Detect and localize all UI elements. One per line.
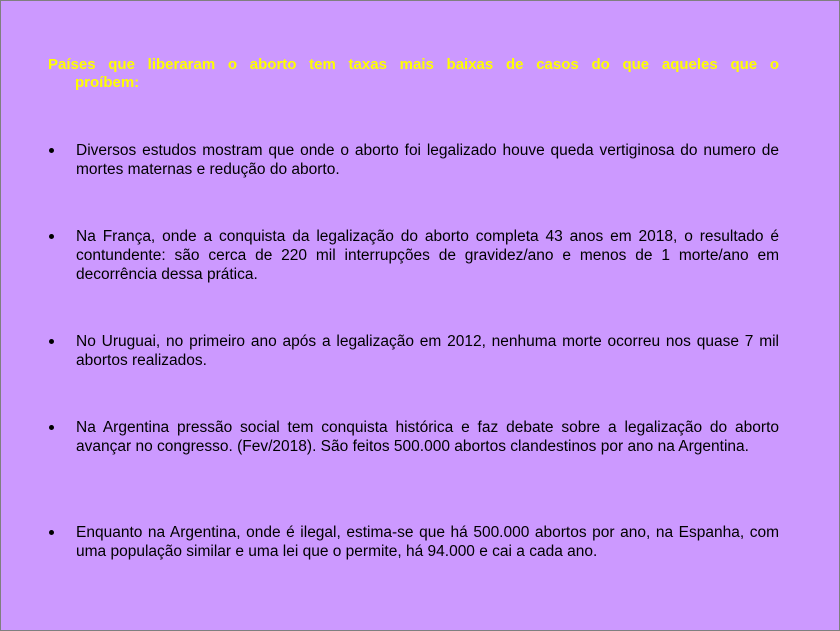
bullet-dot-icon — [49, 530, 54, 535]
bullet-dot-icon — [49, 234, 54, 239]
bullet-text: Na França, onde a conquista da legalização do aborto completa 43 anos em 2018, o resultado é contundente: são cerca de 220 mil interrupções de gravidez/ano e menos de 1 morte/ano em decorrência dessa prática. — [76, 228, 779, 283]
bullet-dot-icon — [49, 339, 54, 344]
bullet-item — [48, 418, 779, 456]
bullet-item — [48, 332, 779, 370]
bullet-item — [48, 523, 779, 561]
bullet-item — [48, 141, 779, 179]
bullet-text: Enquanto na Argentina, onde é ilegal, estima-se que há 500.000 abortos por ano, na Espanha, com uma população similar e uma lei que o permite, há 94.000 e cai a cada ano. — [76, 524, 779, 560]
bullet-text: Na Argentina pressão social tem conquista histórica e faz debate sobre a legalização do aborto avançar no congresso. (Fev/2018). São feitos 500.000 abortos clandestinos por ano na Argentina. — [76, 419, 779, 455]
bullet-dot-icon — [49, 425, 54, 430]
bullet-text: No Uruguai, no primeiro ano após a legalização em 2012, nenhuma morte ocorreu nos quase 7 mil abortos realizados. — [76, 333, 779, 369]
bullet-item — [48, 227, 779, 284]
slide-heading — [48, 56, 779, 92]
slide-heading-line-1: Países que liberaram o aborto tem taxas mais baixas de casos do que aqueles que o — [48, 56, 779, 73]
bullet-text: Diversos estudos mostram que onde o aborto foi legalizado houve queda vertiginosa do numero de mortes maternas e redução do aborto. — [76, 142, 779, 178]
bullet-dot-icon — [49, 148, 54, 153]
slide-heading-line-2: proíbem: — [75, 74, 140, 91]
